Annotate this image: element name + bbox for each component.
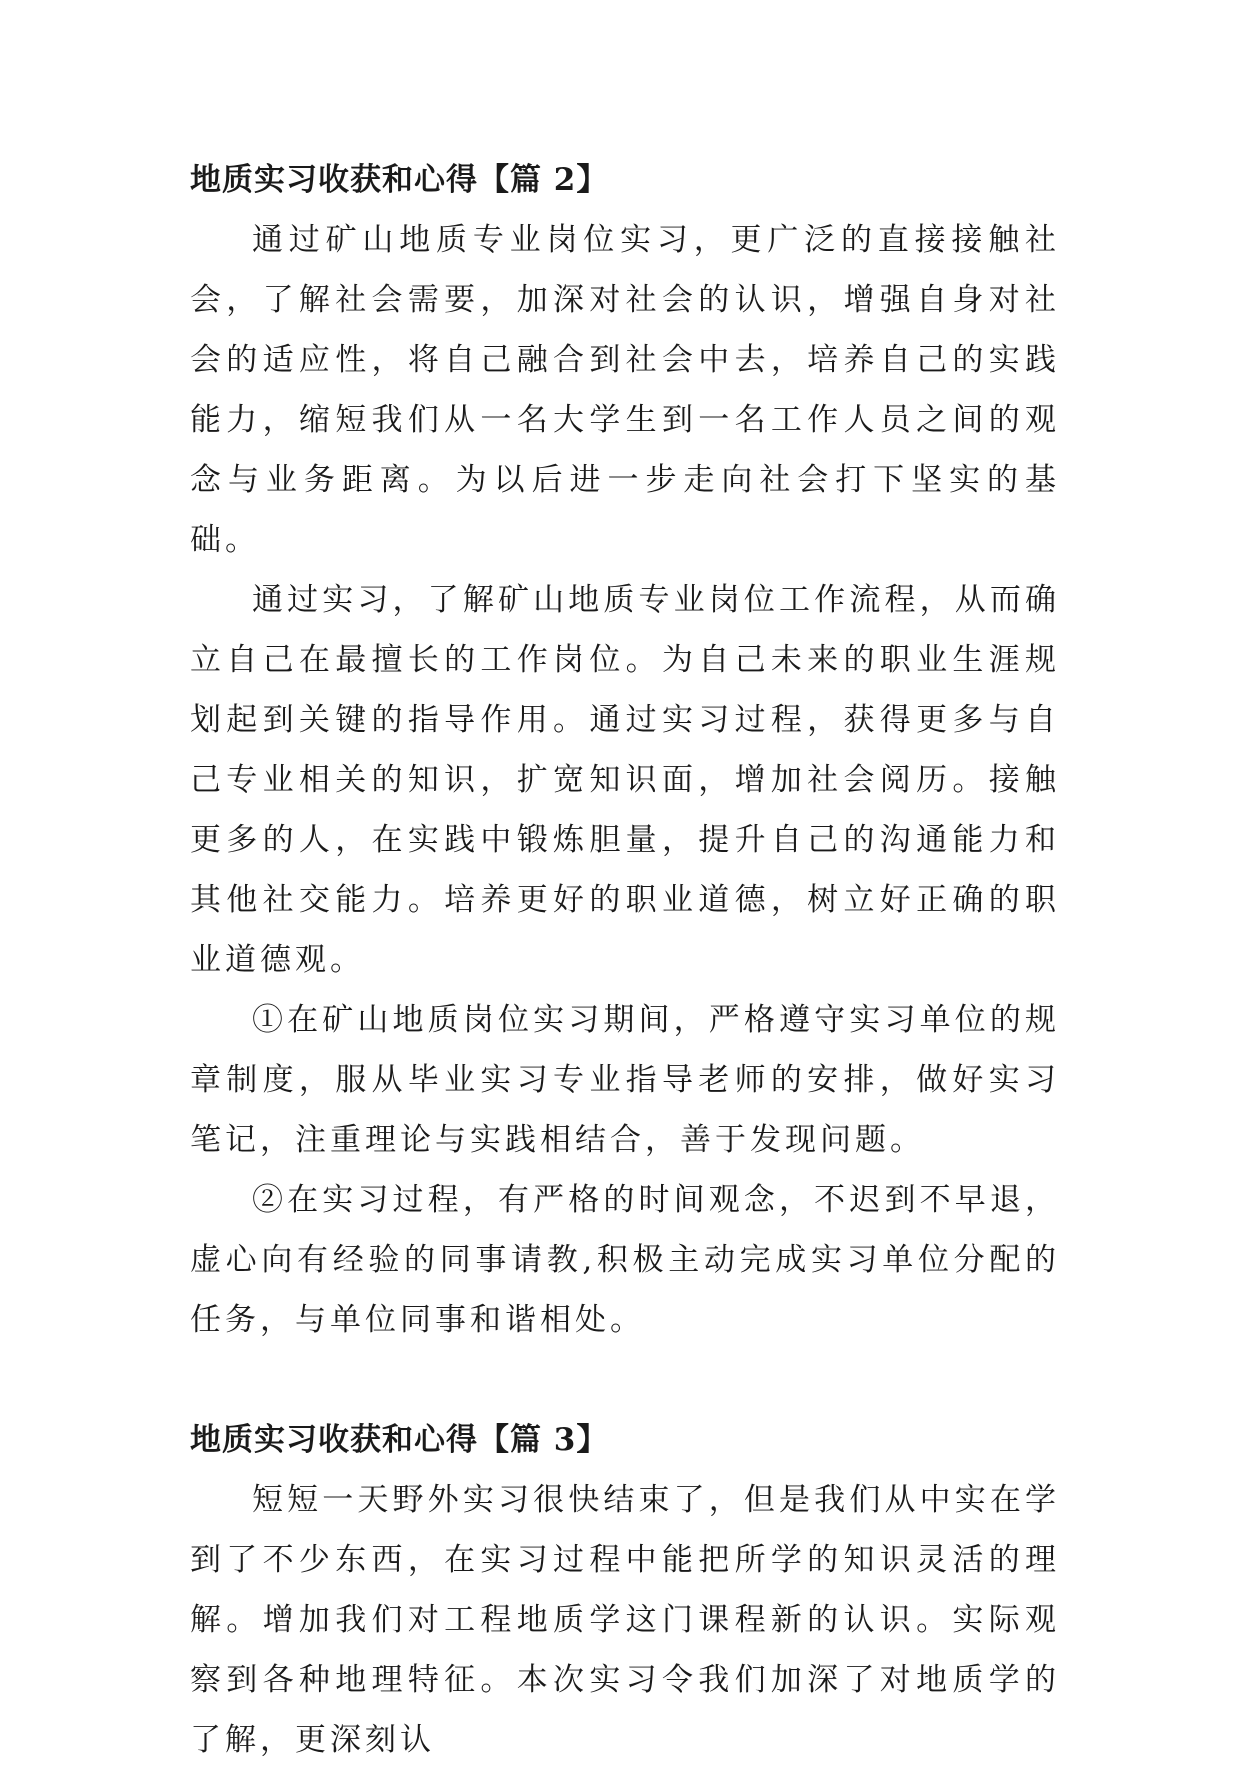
paragraph: 通过矿山地质专业岗位实习，更广泛的直接接触社会，了解社会需要，加深对社会的认识，增强自身对社会的适应性，将自己融合到社会中去，培养自己的实践能力，缩短我们从一名大学生到一名工作人员之间的观念与业务距离。为以后进一步走向社会打下坚实的基础。 (190, 222, 1060, 558)
section-heading: 地质实习收获和心得【篇 3】 (190, 1422, 609, 1458)
paragraph: ①在矿山地质岗位实习期间，严格遵守实习单位的规章制度，服从毕业实习专业指导老师的安排，做好实习笔记，注重理论与实践相结合，善于发现问题。 (190, 1002, 1060, 1158)
section-spacer (190, 1350, 1060, 1410)
paragraph: ②在实习过程，有严格的时间观念，不迟到不早退，虚心向有经验的同事请教,积极主动完成实习单位分配的任务，与单位同事和谐相处。 (190, 1182, 1060, 1338)
section-heading: 地质实习收获和心得【篇 2】 (190, 162, 609, 198)
paragraph: 短短一天野外实习很快结束了，但是我们从中实在学到了不少东西，在实习过程中能把所学的知识灵活的理解。增加我们对工程地质学这门课程新的认识。实际观察到各种地理特征。本次实习令我们加深了对地质学的了解，更深刻认 (190, 1482, 1060, 1758)
paragraph: 通过实习，了解矿山地质专业岗位工作流程，从而确立自己在最擅长的工作岗位。为自己未来的职业生涯规划起到关键的指导作用。通过实习过程，获得更多与自己专业相关的知识，扩宽知识面，增加社会阅历。接触更多的人，在实践中锻炼胆量，提升自己的沟通能力和其他社交能力。培养更好的职业道德，树立好正确的职业道德观。 (190, 582, 1060, 978)
document-page (190, 150, 1060, 1770)
